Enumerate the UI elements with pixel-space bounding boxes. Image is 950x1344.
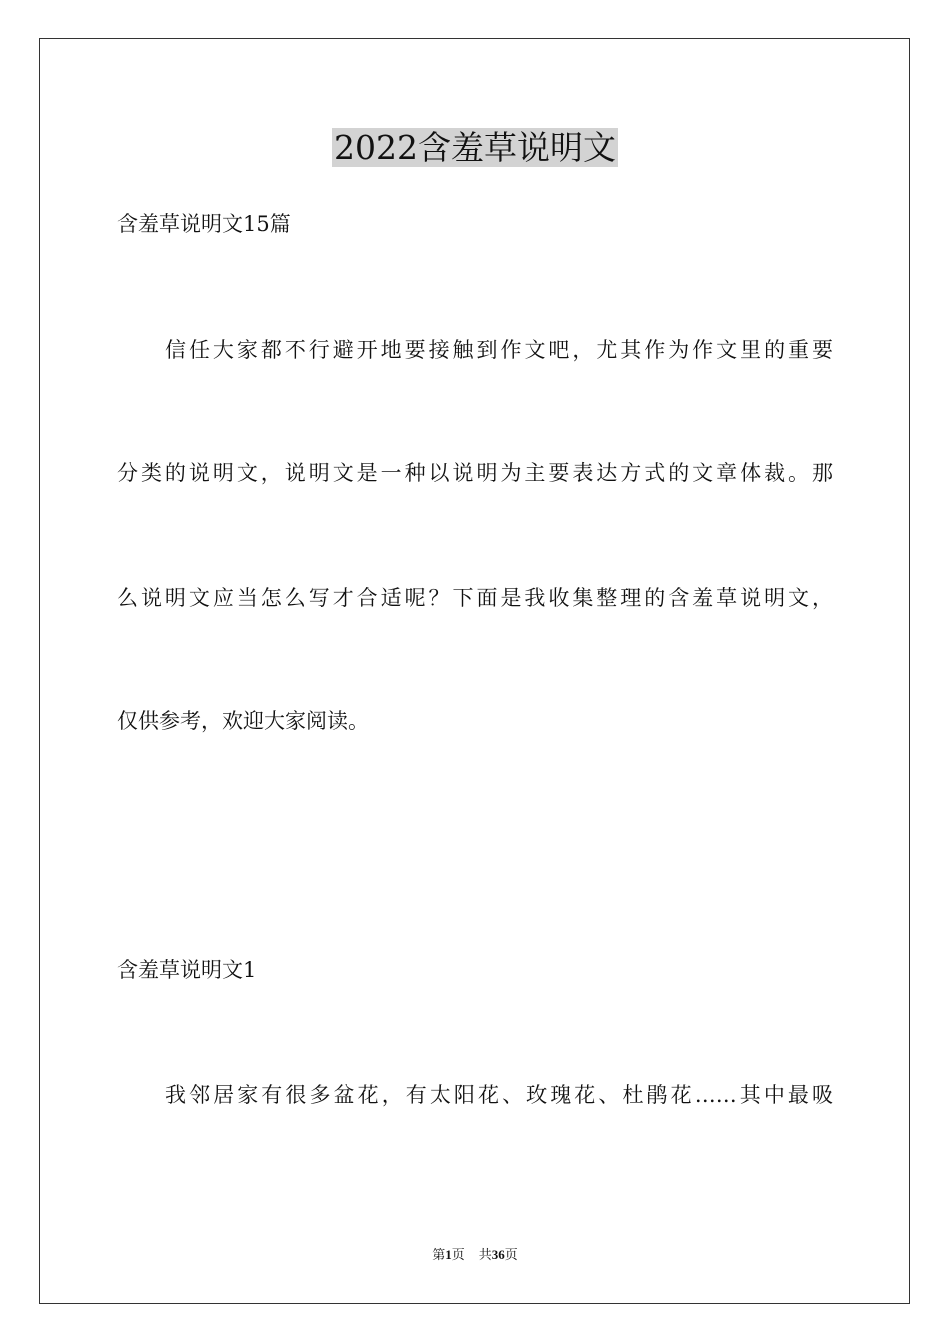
intro-line-4: 仅供参考，欢迎大家阅读。 <box>117 709 369 733</box>
document-title <box>0 126 950 170</box>
footer-total-suffix: 页 <box>504 1247 518 1262</box>
intro-line-1: 信任大家都不行避开地要接触到作文吧，尤其作为作文里的重要 <box>165 338 833 362</box>
document-title-text: 2022含羞草说明文 <box>334 128 616 167</box>
intro-line-2: 分类的说明文，说明文是一种以说明为主要表达方式的文章体裁。那 <box>117 461 833 485</box>
document-subtitle: 含羞草说明文15篇 <box>117 212 291 236</box>
page-footer <box>0 1245 950 1265</box>
footer-page-prefix: 第 <box>432 1247 446 1262</box>
footer-total-pages: 36 <box>491 1247 505 1262</box>
footer-page-number: 1 <box>445 1247 452 1262</box>
footer-total-prefix: 共 <box>478 1247 492 1262</box>
section-heading: 含羞草说明文1 <box>117 958 257 982</box>
section-first-line: 我邻居家有很多盆花，有太阳花、玫瑰花、杜鹃花……其中最吸 <box>165 1083 833 1107</box>
footer-page-suffix: 页 <box>451 1247 465 1262</box>
intro-line-3: 么说明文应当怎么写才合适呢？下面是我收集整理的含羞草说明文， <box>117 586 833 610</box>
